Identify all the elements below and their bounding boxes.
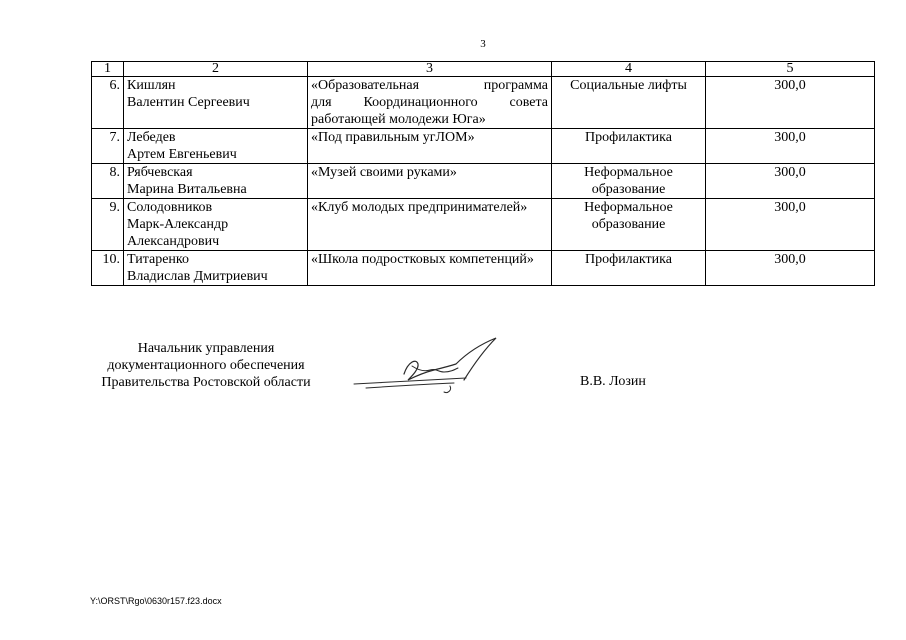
recipient-name [124, 77, 308, 129]
name-line: Владислав Дмитриевич [127, 269, 268, 284]
program-line: для Координационного совета [311, 95, 548, 110]
direction [552, 164, 706, 199]
name-line: Валентин Сергеевич [127, 95, 250, 110]
amount: 300,0 [706, 129, 875, 164]
position-line: Начальник управления [137, 341, 275, 356]
table-row [92, 199, 875, 251]
row-number: 7. [92, 129, 124, 164]
program-line: «Музей своими руками» [311, 165, 457, 180]
name-line: Рябчевская [127, 165, 193, 180]
name-line: Артем Евгеньевич [127, 147, 237, 162]
direction-line: Профилактика [585, 252, 672, 267]
table-header [92, 62, 875, 77]
header-row [92, 62, 875, 77]
amount: 300,0 [706, 164, 875, 199]
program-line: работающей молодежи Юга» [311, 112, 486, 127]
direction [552, 129, 706, 164]
name-line: Титаренко [127, 252, 189, 267]
recipient-name [124, 251, 308, 286]
amount: 300,0 [706, 251, 875, 286]
position-line: Правительства Ростовской области [101, 375, 311, 390]
name-line: Солодовников [127, 200, 213, 215]
amount: 300,0 [706, 77, 875, 129]
program-title [308, 164, 552, 199]
table-row [92, 129, 875, 164]
row-number: 10. [92, 251, 124, 286]
recipient-name [124, 199, 308, 251]
position-line: документационного обеспечения [107, 358, 305, 373]
program-title [308, 199, 552, 251]
recipient-name [124, 129, 308, 164]
name-line: Марина Витальевна [127, 182, 247, 197]
row-number: 9. [92, 199, 124, 251]
row-number: 8. [92, 164, 124, 199]
page-number: 3 [480, 38, 486, 50]
name-line: Марк-Александр [127, 217, 229, 232]
table-row [92, 77, 875, 129]
recipient-name [124, 164, 308, 199]
direction [552, 251, 706, 286]
direction-line: образование [591, 182, 666, 197]
name-line: Лебедев [127, 130, 176, 145]
col-header-2: 2 [124, 62, 308, 77]
file-path: Y:\ORST\Rgo\0630r157.f23.docx [90, 596, 222, 606]
direction-line: Неформальное [584, 165, 673, 180]
name-line: Александрович [127, 234, 220, 249]
row-number: 6. [92, 77, 124, 129]
grants-table [91, 61, 875, 286]
table-row [92, 164, 875, 199]
signatory-position [86, 340, 326, 391]
col-header-1: 1 [92, 62, 124, 77]
col-header-4: 4 [552, 62, 706, 77]
program-line: «Под правильным угЛОМ» [311, 130, 475, 145]
program-title [308, 251, 552, 286]
program-title [308, 129, 552, 164]
direction-line: образование [591, 217, 666, 232]
direction-line: Профилактика [585, 130, 672, 145]
program-line: «Образовательная программа [311, 78, 548, 93]
program-line: «Школа подростковых компетенций» [311, 252, 534, 267]
signer-name: В.В. Лозин [580, 374, 646, 389]
program-title [308, 77, 552, 129]
amount: 300,0 [706, 199, 875, 251]
name-line: Кишлян [127, 78, 176, 93]
col-header-5: 5 [706, 62, 875, 77]
col-header-3: 3 [308, 62, 552, 77]
direction-line: Социальные лифты [570, 78, 687, 93]
direction [552, 77, 706, 129]
program-line: «Клуб молодых предпринимателей» [311, 200, 528, 215]
handwritten-signature [346, 336, 506, 398]
table-row [92, 251, 875, 286]
direction [552, 199, 706, 251]
direction-line: Неформальное [584, 200, 673, 215]
